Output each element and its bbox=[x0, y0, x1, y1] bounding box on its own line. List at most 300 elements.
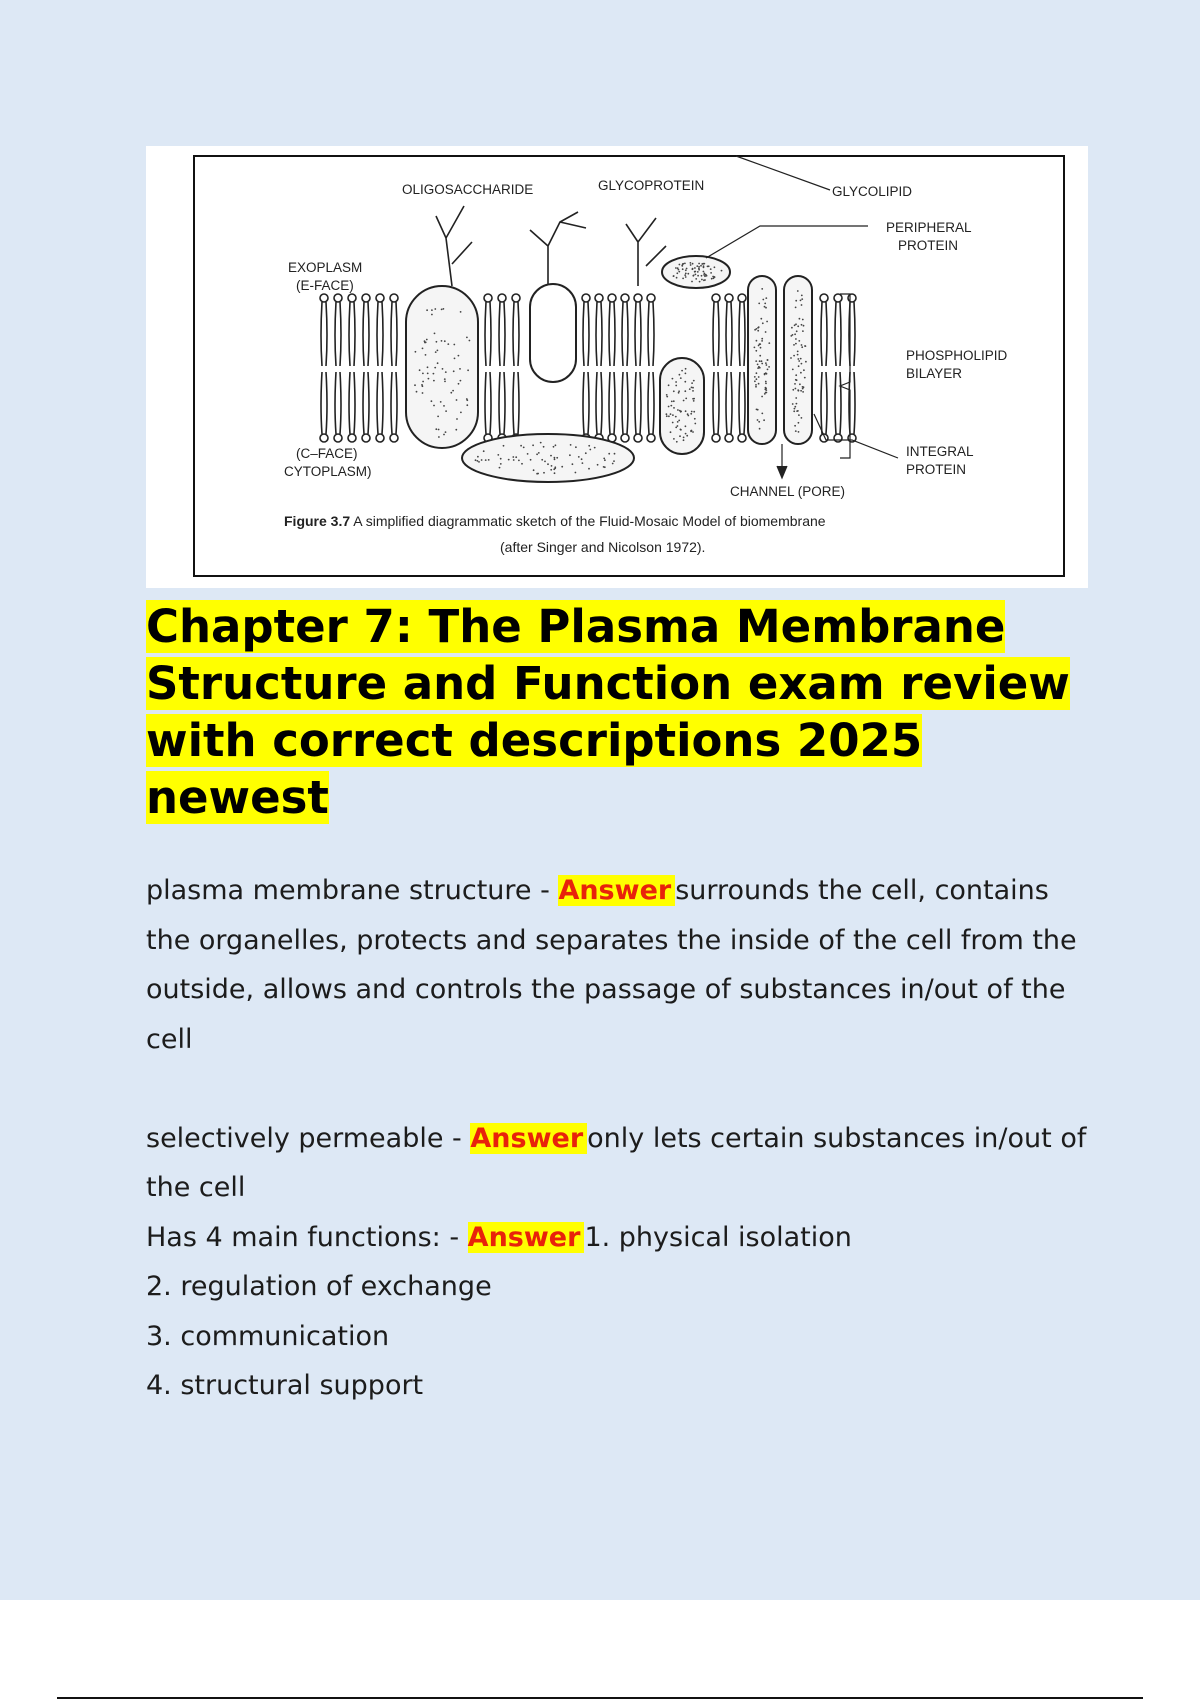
texture-dot bbox=[570, 444, 572, 446]
texture-dot bbox=[434, 367, 436, 369]
texture-dot bbox=[798, 365, 800, 367]
texture-dot bbox=[427, 366, 429, 368]
qa-entry bbox=[146, 866, 1096, 1064]
texture-dot bbox=[422, 392, 424, 394]
qa-answer: only lets certain substances in/out of the cell bbox=[146, 1122, 1087, 1203]
texture-dot bbox=[757, 409, 759, 411]
phospholipid bbox=[582, 294, 590, 442]
texture-dot bbox=[692, 387, 694, 389]
texture-dot bbox=[699, 281, 701, 283]
texture-dot bbox=[761, 338, 763, 340]
texture-dot bbox=[765, 362, 767, 364]
texture-dot bbox=[797, 358, 799, 360]
texture-dot bbox=[536, 473, 538, 475]
texture-dot bbox=[755, 384, 757, 386]
figure-caption-line2: (after Singer and Nicolson 1972). bbox=[500, 539, 706, 555]
texture-dot bbox=[483, 450, 485, 452]
texture-dot bbox=[795, 338, 797, 340]
texture-dot bbox=[757, 419, 759, 421]
texture-dot bbox=[690, 413, 692, 415]
texture-dot bbox=[666, 394, 668, 396]
texture-dot bbox=[445, 431, 447, 433]
texture-dot bbox=[764, 306, 766, 308]
texture-dot bbox=[800, 372, 802, 374]
texture-dot bbox=[512, 456, 514, 458]
texture-dot bbox=[554, 472, 556, 474]
texture-dot bbox=[481, 459, 483, 461]
integral-protein-large bbox=[406, 286, 478, 448]
texture-dot bbox=[679, 410, 681, 412]
texture-dot bbox=[792, 369, 794, 371]
texture-dot bbox=[792, 403, 794, 405]
texture-dot bbox=[795, 323, 797, 325]
texture-dot bbox=[794, 383, 796, 385]
texture-dot bbox=[668, 384, 670, 386]
texture-dot bbox=[762, 322, 764, 324]
texture-dot bbox=[460, 311, 462, 313]
texture-dot bbox=[796, 403, 798, 405]
texture-dot bbox=[765, 307, 767, 309]
texture-dot bbox=[754, 329, 756, 331]
texture-dot bbox=[675, 416, 677, 418]
texture-dot bbox=[553, 446, 555, 448]
phospholipid bbox=[390, 294, 398, 442]
texture-dot bbox=[768, 342, 770, 344]
texture-dot bbox=[703, 265, 705, 267]
texture-dot bbox=[424, 340, 426, 342]
texture-dot bbox=[801, 304, 803, 306]
texture-dot bbox=[755, 360, 757, 362]
texture-dot bbox=[691, 411, 693, 413]
texture-dot bbox=[693, 411, 695, 413]
texture-dot bbox=[765, 381, 767, 383]
texture-dot bbox=[672, 422, 674, 424]
texture-dot bbox=[594, 447, 596, 449]
phospholipid bbox=[348, 294, 356, 442]
texture-dot bbox=[533, 469, 535, 471]
texture-dot bbox=[693, 380, 695, 382]
phospholipid bbox=[834, 294, 842, 442]
texture-dot bbox=[530, 459, 532, 461]
texture-dot bbox=[796, 379, 798, 381]
texture-dot bbox=[445, 371, 447, 373]
texture-dot bbox=[683, 437, 685, 439]
texture-dot bbox=[761, 360, 763, 362]
texture-dot bbox=[678, 390, 680, 392]
texture-dot bbox=[433, 380, 435, 382]
texture-dot bbox=[755, 350, 757, 352]
texture-dot bbox=[443, 308, 445, 310]
phospholipid bbox=[512, 294, 520, 442]
texture-dot bbox=[445, 410, 447, 412]
label-peripheral-2: PROTEIN bbox=[898, 238, 959, 253]
texture-dot bbox=[803, 325, 805, 327]
texture-dot bbox=[426, 309, 428, 311]
texture-dot bbox=[608, 453, 610, 455]
texture-dot bbox=[455, 429, 457, 431]
texture-dot bbox=[704, 275, 706, 277]
label-peripheral-1: PERIPHERAL bbox=[886, 220, 972, 235]
fluid-mosaic-figure bbox=[146, 146, 1088, 588]
texture-dot bbox=[765, 297, 767, 299]
texture-dot bbox=[794, 425, 796, 427]
texture-dot bbox=[680, 377, 682, 379]
channel-protein-left bbox=[748, 276, 776, 444]
texture-dot bbox=[768, 366, 770, 368]
texture-dot bbox=[797, 351, 799, 353]
texture-dot bbox=[585, 452, 587, 454]
texture-dot bbox=[800, 300, 802, 302]
texture-dot bbox=[426, 339, 428, 341]
texture-dot bbox=[695, 274, 697, 276]
texture-dot bbox=[475, 459, 477, 461]
texture-dot bbox=[678, 420, 680, 422]
texture-dot bbox=[804, 377, 806, 379]
label-oligosaccharide: OLIGOSACCHARIDE bbox=[402, 182, 534, 197]
texture-dot bbox=[589, 449, 591, 451]
texture-dot bbox=[798, 422, 800, 424]
texture-dot bbox=[679, 264, 681, 266]
texture-dot bbox=[690, 262, 692, 264]
texture-dot bbox=[553, 468, 555, 470]
texture-dot bbox=[676, 441, 678, 443]
texture-dot bbox=[761, 363, 763, 365]
texture-dot bbox=[614, 453, 616, 455]
texture-dot bbox=[686, 435, 688, 437]
texture-dot bbox=[467, 369, 469, 371]
texture-dot bbox=[444, 340, 446, 342]
texture-dot bbox=[666, 415, 668, 417]
texture-dot bbox=[794, 333, 796, 335]
texture-dot bbox=[757, 330, 759, 332]
texture-dot bbox=[765, 331, 767, 333]
texture-dot bbox=[685, 368, 687, 370]
texture-dot bbox=[676, 272, 678, 274]
texture-dot bbox=[582, 462, 584, 464]
qa-entry bbox=[146, 1114, 1096, 1213]
label-glycolipid: GLYCOLIPID bbox=[832, 184, 913, 199]
qa-entry bbox=[146, 1213, 1096, 1263]
texture-dot bbox=[761, 413, 763, 415]
texture-dot bbox=[795, 300, 797, 302]
figure-caption bbox=[284, 513, 826, 529]
texture-dot bbox=[443, 434, 445, 436]
texture-dot bbox=[675, 427, 677, 429]
texture-dot bbox=[435, 428, 437, 430]
texture-dot bbox=[687, 273, 689, 275]
texture-dot bbox=[685, 433, 687, 435]
texture-dot bbox=[793, 410, 795, 412]
texture-dot bbox=[691, 387, 693, 389]
texture-dot bbox=[569, 454, 571, 456]
texture-dot bbox=[697, 271, 699, 273]
texture-dot bbox=[698, 263, 700, 265]
texture-dot bbox=[760, 318, 762, 320]
texture-dot bbox=[766, 392, 768, 394]
texture-dot bbox=[762, 299, 764, 301]
texture-dot bbox=[684, 263, 686, 265]
texture-dot bbox=[460, 412, 462, 414]
texture-dot bbox=[444, 378, 446, 380]
texture-dot bbox=[796, 330, 798, 332]
texture-dot bbox=[756, 372, 758, 374]
texture-dot bbox=[801, 298, 803, 300]
texture-dot bbox=[757, 367, 759, 369]
texture-dot bbox=[754, 347, 756, 349]
texture-dot bbox=[692, 268, 694, 270]
texture-dot bbox=[613, 460, 615, 462]
texture-dot bbox=[689, 388, 691, 390]
texture-dot bbox=[677, 421, 679, 423]
texture-dot bbox=[456, 418, 458, 420]
texture-dot bbox=[434, 333, 436, 335]
texture-dot bbox=[443, 405, 445, 407]
texture-dot bbox=[597, 464, 599, 466]
texture-dot bbox=[696, 265, 698, 267]
texture-dot bbox=[681, 370, 683, 372]
qa-term: selectively permeable - bbox=[146, 1122, 471, 1154]
texture-dot bbox=[714, 266, 716, 268]
texture-dot bbox=[672, 414, 674, 416]
texture-dot bbox=[797, 290, 799, 292]
texture-dot bbox=[454, 358, 456, 360]
page-title-text: Chapter 7: The Plasma Membrane Structure and Function exam review with correct descriptions 2025 newest bbox=[146, 600, 1070, 824]
texture-dot bbox=[676, 277, 678, 279]
texture-dot bbox=[793, 344, 795, 346]
texture-dot bbox=[466, 399, 468, 401]
texture-dot bbox=[673, 438, 675, 440]
texture-dot bbox=[714, 276, 716, 278]
texture-dot bbox=[521, 463, 523, 465]
texture-dot bbox=[677, 267, 679, 269]
phospholipid bbox=[738, 294, 746, 442]
texture-dot bbox=[755, 386, 757, 388]
label-integral-1: INTEGRAL bbox=[906, 444, 974, 459]
qa-answer: surrounds the cell, contains the organelles, protects and separates the inside of the cell from the outside, allows and controls the passage of substances in/out of the cell bbox=[146, 875, 1077, 1055]
texture-dot bbox=[578, 456, 580, 458]
texture-dot bbox=[543, 472, 545, 474]
texture-dot bbox=[798, 431, 800, 433]
texture-dot bbox=[683, 400, 685, 402]
texture-dot bbox=[795, 307, 797, 309]
texture-dot bbox=[604, 459, 606, 461]
texture-dot bbox=[518, 460, 520, 462]
texture-dot bbox=[422, 348, 424, 350]
texture-dot bbox=[677, 409, 679, 411]
texture-dot bbox=[701, 263, 703, 265]
texture-dot bbox=[805, 361, 807, 363]
texture-dot bbox=[447, 343, 449, 345]
texture-dot bbox=[677, 425, 679, 427]
texture-dot bbox=[792, 389, 794, 391]
texture-dot bbox=[419, 369, 421, 371]
texture-dot bbox=[710, 268, 712, 270]
phospholipid bbox=[498, 294, 506, 442]
caption-text: A simplified diagrammatic sketch of the Fluid-Mosaic Model of biomembrane bbox=[350, 513, 826, 529]
texture-dot bbox=[791, 327, 793, 329]
texture-dot bbox=[795, 343, 797, 345]
texture-dot bbox=[466, 337, 468, 339]
integral-protein-small bbox=[660, 358, 704, 454]
phospholipid bbox=[595, 294, 603, 442]
texture-dot bbox=[721, 270, 723, 272]
list-item: 4. structural support bbox=[146, 1370, 424, 1401]
texture-dot bbox=[422, 381, 424, 383]
texture-dot bbox=[685, 273, 687, 275]
texture-dot bbox=[550, 455, 552, 457]
texture-dot bbox=[673, 400, 675, 402]
texture-dot bbox=[795, 374, 797, 376]
texture-dot bbox=[684, 381, 686, 383]
texture-dot bbox=[679, 374, 681, 376]
qa-term: plasma membrane structure - bbox=[146, 875, 559, 906]
texture-dot bbox=[666, 396, 668, 398]
texture-dot bbox=[692, 263, 694, 265]
texture-dot bbox=[765, 388, 767, 390]
answer-badge: Answer bbox=[470, 1123, 587, 1154]
texture-dot bbox=[550, 469, 552, 471]
texture-dot bbox=[434, 308, 436, 310]
texture-dot bbox=[670, 413, 672, 415]
spacer bbox=[146, 1064, 1096, 1114]
texture-dot bbox=[790, 357, 792, 359]
texture-dot bbox=[453, 344, 455, 346]
texture-dot bbox=[441, 340, 443, 342]
texture-dot bbox=[795, 430, 797, 432]
texture-dot bbox=[706, 275, 708, 277]
texture-dot bbox=[442, 368, 444, 370]
texture-dot bbox=[527, 453, 529, 455]
phospholipid bbox=[362, 294, 370, 442]
texture-dot bbox=[485, 459, 487, 461]
texture-dot bbox=[797, 354, 799, 356]
texture-dot bbox=[431, 309, 433, 311]
texture-dot bbox=[670, 431, 672, 433]
texture-dot bbox=[556, 457, 558, 459]
texture-dot bbox=[800, 390, 802, 392]
texture-dot bbox=[756, 340, 758, 342]
texture-dot bbox=[668, 406, 670, 408]
texture-dot bbox=[694, 423, 696, 425]
texture-dot bbox=[612, 463, 614, 465]
texture-dot bbox=[414, 384, 416, 386]
texture-dot bbox=[692, 275, 694, 277]
qa-term: Has 4 main functions: - bbox=[146, 1221, 468, 1253]
texture-dot bbox=[604, 466, 606, 468]
texture-dot bbox=[500, 458, 502, 460]
texture-dot bbox=[798, 340, 800, 342]
texture-dot bbox=[466, 404, 468, 406]
texture-dot bbox=[431, 400, 433, 402]
texture-dot bbox=[694, 271, 696, 273]
texture-dot bbox=[500, 463, 502, 465]
texture-dot bbox=[758, 303, 760, 305]
texture-dot bbox=[801, 417, 803, 419]
page-title bbox=[146, 598, 1086, 826]
texture-dot bbox=[798, 414, 800, 416]
texture-dot bbox=[694, 267, 696, 269]
label-exoplasm-1: EXOPLASM bbox=[288, 260, 363, 275]
texture-dot bbox=[759, 428, 761, 430]
texture-dot bbox=[761, 340, 763, 342]
texture-dot bbox=[692, 431, 694, 433]
texture-dot bbox=[764, 303, 766, 305]
texture-dot bbox=[678, 271, 680, 273]
texture-dot bbox=[685, 373, 687, 375]
texture-dot bbox=[690, 264, 692, 266]
texture-dot bbox=[477, 460, 479, 462]
phospholipid bbox=[376, 294, 384, 442]
list-item: 2. regulation of exchange bbox=[146, 1271, 492, 1302]
texture-dot bbox=[671, 401, 673, 403]
texture-dot bbox=[681, 265, 683, 267]
texture-dot bbox=[685, 398, 687, 400]
carbohydrate-chains bbox=[436, 206, 666, 286]
texture-dot bbox=[452, 390, 454, 392]
texture-dot bbox=[497, 454, 499, 456]
texture-dot bbox=[766, 321, 768, 323]
label-channel: CHANNEL (PORE) bbox=[730, 484, 846, 499]
texture-dot bbox=[555, 444, 557, 446]
phospholipid bbox=[712, 294, 720, 442]
texture-dot bbox=[801, 363, 803, 365]
texture-dot bbox=[797, 389, 799, 391]
phospholipid bbox=[608, 294, 616, 442]
texture-dot bbox=[435, 351, 437, 353]
texture-dot bbox=[431, 314, 433, 316]
texture-dot bbox=[427, 373, 429, 375]
phospholipid bbox=[848, 294, 856, 442]
texture-dot bbox=[444, 381, 446, 383]
texture-dot bbox=[801, 344, 803, 346]
label-cface-2: CYTOPLASM) bbox=[284, 464, 372, 479]
texture-dot bbox=[802, 330, 804, 332]
texture-dot bbox=[764, 393, 766, 395]
texture-dot bbox=[675, 385, 677, 387]
texture-dot bbox=[765, 383, 767, 385]
answer-badge: Answer bbox=[468, 1222, 585, 1253]
texture-dot bbox=[759, 355, 761, 357]
texture-dot bbox=[488, 459, 490, 461]
texture-dot bbox=[588, 468, 590, 470]
texture-dot bbox=[754, 376, 756, 378]
texture-dot bbox=[536, 453, 538, 455]
texture-dot bbox=[515, 456, 517, 458]
label-phospholipid-1: PHOSPHOLIPID bbox=[906, 348, 1008, 363]
texture-dot bbox=[437, 416, 439, 418]
label-integral-2: PROTEIN bbox=[906, 462, 967, 477]
texture-dot bbox=[575, 472, 577, 474]
texture-dot bbox=[801, 295, 803, 297]
texture-dot bbox=[458, 355, 460, 357]
texture-dot bbox=[711, 278, 713, 280]
texture-dot bbox=[458, 383, 460, 385]
texture-dot bbox=[460, 380, 462, 382]
texture-dot bbox=[767, 369, 769, 371]
texture-dot bbox=[415, 351, 417, 353]
texture-dot bbox=[710, 272, 712, 274]
peripheral-protein-bottom bbox=[462, 434, 634, 482]
texture-dot bbox=[675, 381, 677, 383]
texture-dot bbox=[532, 444, 534, 446]
texture-dot bbox=[416, 391, 418, 393]
phospholipid bbox=[647, 294, 655, 442]
texture-dot bbox=[686, 268, 688, 270]
texture-dot bbox=[438, 436, 440, 438]
phospholipid bbox=[334, 294, 342, 442]
phospholipid bbox=[820, 294, 828, 442]
texture-dot bbox=[765, 389, 767, 391]
